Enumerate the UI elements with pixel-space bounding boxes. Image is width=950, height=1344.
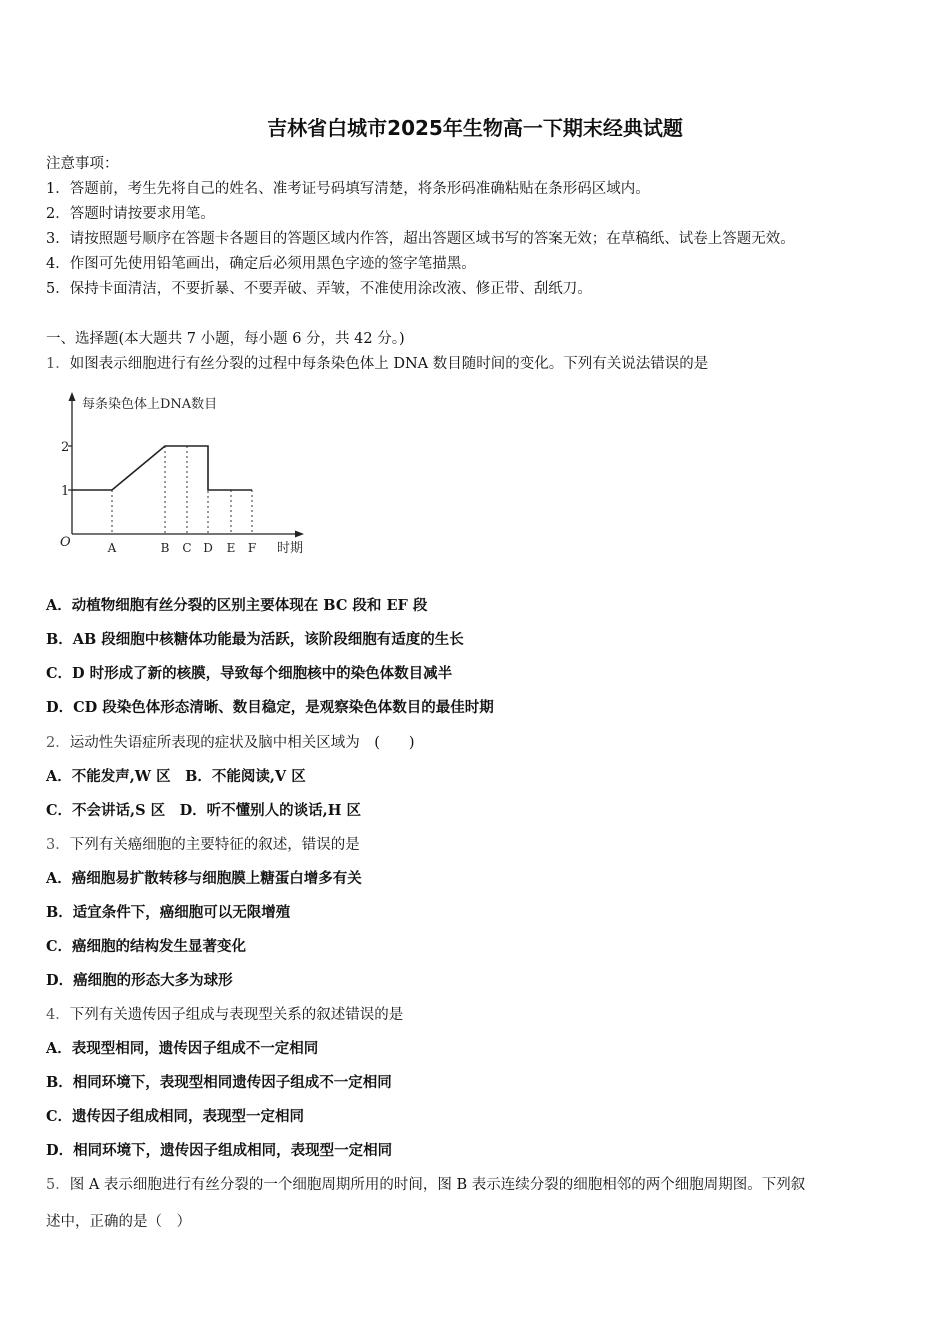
- y-tick-label: 1: [61, 484, 70, 499]
- notice-item: 4．作图可先使用铅笔画出，确定后必须用黑色字迹的签字笔描黑。: [46, 256, 476, 272]
- x-tick-label: D: [203, 541, 213, 555]
- x-tick-label: B: [160, 541, 170, 555]
- x-axis-label: 时期: [277, 541, 304, 556]
- question-number: 2．: [46, 735, 70, 751]
- question-5: [46, 1173, 805, 1194]
- option: B．相同环境下，表现型相同遗传因子组成不一定相同: [46, 1074, 392, 1091]
- question-number: 5．: [46, 1177, 70, 1193]
- option: D．癌细胞的形态大多为球形: [46, 972, 233, 989]
- y-tick-label: 2: [61, 440, 70, 455]
- question-3: [46, 833, 360, 854]
- question-number: 1．: [46, 356, 70, 372]
- question-text: 如图表示细胞进行有丝分裂的过程中每条染色体上 DNA 数目随时间的变化。下列有关说法错误的是: [69, 356, 709, 372]
- notice-heading: 注意事项：: [46, 156, 119, 172]
- option: B．AB 段细胞中核糖体功能最为活跃，该阶段细胞有适度的生长: [46, 631, 464, 648]
- x-axis-arrow: [295, 531, 304, 538]
- notice-item: 5．保持卡面清洁，不要折暴、不要弄破、弄皱，不准使用涂改液、修正带、刮纸刀。: [46, 281, 592, 297]
- option: A．癌细胞易扩散转移与细胞膜上糖蛋白增多有关: [46, 870, 362, 887]
- option-row: A．不能发声,W 区 B．不能阅读,V 区: [46, 768, 306, 785]
- option-row: C．不会讲话,S 区 D．听不懂别人的谈话,H 区: [46, 802, 361, 819]
- question-text: 下列有关遗传因子组成与表现型关系的叙述错误的是: [69, 1007, 404, 1023]
- x-tick-label: E: [226, 541, 236, 555]
- option: D．相同环境下，遗传因子组成相同，表现型一定相同: [46, 1142, 393, 1159]
- dna-line: [72, 446, 252, 490]
- y-axis-label: 每条染色体上DNA数目: [82, 397, 218, 412]
- question-4: [46, 1003, 403, 1024]
- section-heading: 一、选择题(本大题共 7 小题，每小题 6 分，共 42 分。): [46, 331, 405, 347]
- option: A．表现型相同，遗传因子组成不一定相同: [46, 1040, 319, 1057]
- notice-item: 2．答题时请按要求用笔。: [46, 206, 215, 222]
- notice-item: 1．答题前，考生先将自己的姓名、准考证号码填写清楚，将条形码准确粘贴在条形码区域内。: [46, 181, 650, 197]
- question-text: 图 A 表示细胞进行有丝分裂的一个细胞周期所用的时间，图 B 表示连续分裂的细胞相邻的两个细胞周期图。下列叙: [69, 1177, 806, 1193]
- notice-item: 3．请按照题号顺序在答题卡各题目的答题区域内作答，超出答题区域书写的答案无效；在草稿纸、试卷上答题无效。: [46, 231, 795, 247]
- x-tick-label: C: [182, 541, 192, 555]
- option: C．D 时形成了新的核膜，导致每个细胞核中的染色体数目减半: [46, 665, 453, 682]
- question-number: 3．: [46, 837, 70, 853]
- option: A．动植物细胞有丝分裂的区别主要体现在 BC 段和 EF 段: [46, 597, 428, 614]
- option: C．癌细胞的结构发生显著变化: [46, 938, 247, 955]
- dna-chart: [52, 386, 322, 561]
- question-text: 下列有关癌细胞的主要特征的叙述，错误的是: [69, 837, 360, 853]
- x-tick-label: A: [107, 541, 117, 555]
- origin-label: O: [60, 535, 71, 550]
- question-text: 运动性失语症所表现的症状及脑中相关区域为 ( ): [69, 735, 415, 751]
- option: D．CD 段染色体形态清晰、数目稳定，是观察染色体数目的最佳时期: [46, 699, 494, 716]
- question-5-continued: 述中，正确的是（ ）: [46, 1214, 191, 1230]
- option: B．适宜条件下，癌细胞可以无限增殖: [46, 904, 291, 921]
- question-2: [46, 731, 415, 752]
- page-title: 吉林省白城市2025年生物高一下期末经典试题: [267, 116, 683, 140]
- question-1: [46, 352, 708, 373]
- option: C．遗传因子组成相同，表现型一定相同: [46, 1108, 305, 1125]
- x-tick-label: F: [247, 541, 257, 555]
- y-axis-arrow: [69, 392, 76, 401]
- question-number: 4．: [46, 1007, 70, 1023]
